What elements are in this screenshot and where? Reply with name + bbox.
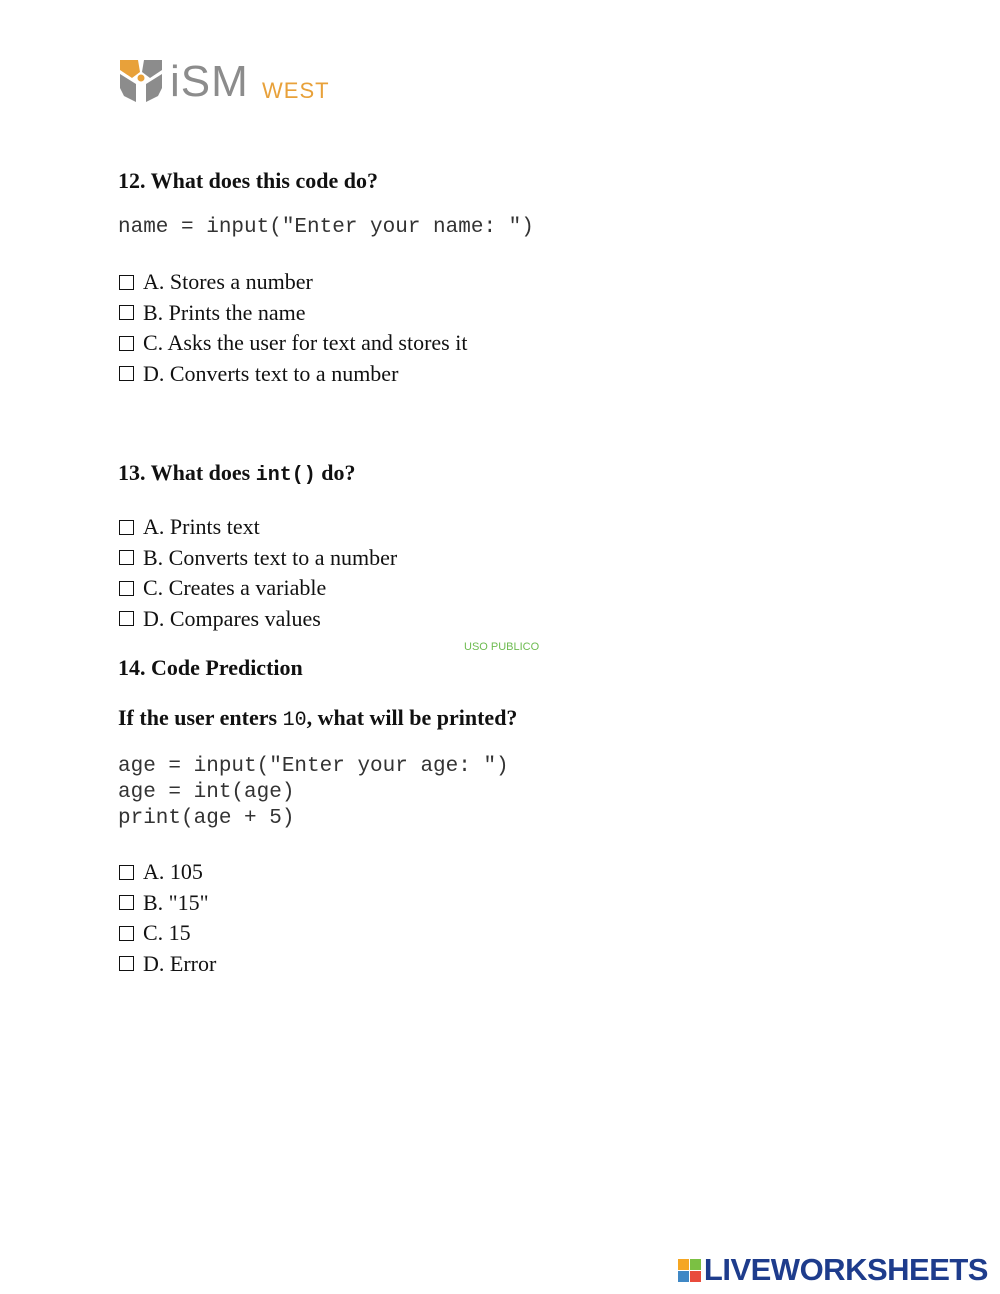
option-label: B. "15" [143, 889, 209, 915]
title-inline-code: int() [255, 464, 316, 487]
question-12-options [118, 267, 467, 389]
option-label: C. Creates a variable [143, 575, 327, 600]
liveworksheets-text: LIVEWORKSHEETS [703, 1252, 988, 1287]
liveworksheets-logo[interactable] [678, 1253, 988, 1287]
option-label: C. Asks the user for text and stores it [143, 330, 468, 355]
question-13-title [118, 460, 356, 489]
ism-west-logo [118, 58, 348, 106]
option-label: A. Stores a number [143, 269, 313, 294]
option-14d[interactable] [118, 949, 216, 980]
option-label: D. Compares values [143, 605, 321, 631]
prompt-text: If the user enters [118, 705, 283, 730]
checkbox-icon[interactable] [119, 520, 134, 535]
checkbox-icon[interactable] [119, 275, 134, 290]
option-label: D. Error [143, 950, 217, 976]
option-label: A. Prints text [143, 514, 260, 539]
option-13d[interactable] [118, 604, 397, 635]
option-12d[interactable] [118, 359, 467, 390]
code-line: age = input("Enter your age: ") [118, 755, 509, 778]
logo-text-ism: iSM [170, 57, 249, 106]
liveworksheets-squares-icon [678, 1259, 701, 1282]
code-line: print(age + 5) [118, 807, 295, 830]
title-text: 13. What does [118, 460, 256, 485]
question-14-options [118, 857, 216, 979]
question-14-code-block [118, 754, 509, 832]
option-12b[interactable] [118, 298, 467, 329]
option-14c[interactable] [118, 918, 216, 949]
checkbox-icon[interactable] [119, 550, 134, 565]
checkbox-icon[interactable] [119, 865, 134, 880]
option-14b[interactable] [118, 888, 216, 919]
checkbox-icon[interactable] [119, 611, 134, 626]
option-12a[interactable] [118, 267, 467, 298]
question-14-prompt [118, 705, 517, 734]
question-12-code: name = input("Enter your name: ") [118, 216, 534, 239]
question-12-title: 12. What does this code do? [118, 168, 378, 193]
prompt-inline-code: 10 [282, 709, 307, 732]
ism-shield-icon [118, 58, 164, 104]
checkbox-icon[interactable] [119, 956, 134, 971]
option-13a[interactable] [118, 512, 397, 543]
logo-text-west: WEST [262, 78, 330, 103]
option-label: B. Converts text to a number [143, 544, 398, 570]
checkbox-icon[interactable] [119, 926, 134, 941]
option-label: B. Prints the name [143, 299, 306, 325]
code-line: age = int(age) [118, 781, 295, 804]
checkbox-icon[interactable] [119, 895, 134, 910]
option-label: C. 15 [143, 920, 191, 945]
public-use-stamp: USO PUBLICO [464, 641, 540, 653]
title-text: do? [315, 460, 356, 485]
option-label: A. 105 [143, 859, 203, 884]
prompt-text: , what will be printed? [306, 705, 518, 730]
option-14a[interactable] [118, 857, 216, 888]
question-13-options [118, 512, 397, 634]
checkbox-icon[interactable] [119, 305, 134, 320]
option-13c[interactable] [118, 573, 397, 604]
checkbox-icon[interactable] [119, 366, 134, 381]
question-14-title: 14. Code Prediction [118, 655, 303, 680]
option-12c[interactable] [118, 328, 467, 359]
checkbox-icon[interactable] [119, 581, 134, 596]
checkbox-icon[interactable] [119, 336, 134, 351]
option-13b[interactable] [118, 543, 397, 574]
option-label: D. Converts text to a number [143, 360, 399, 386]
